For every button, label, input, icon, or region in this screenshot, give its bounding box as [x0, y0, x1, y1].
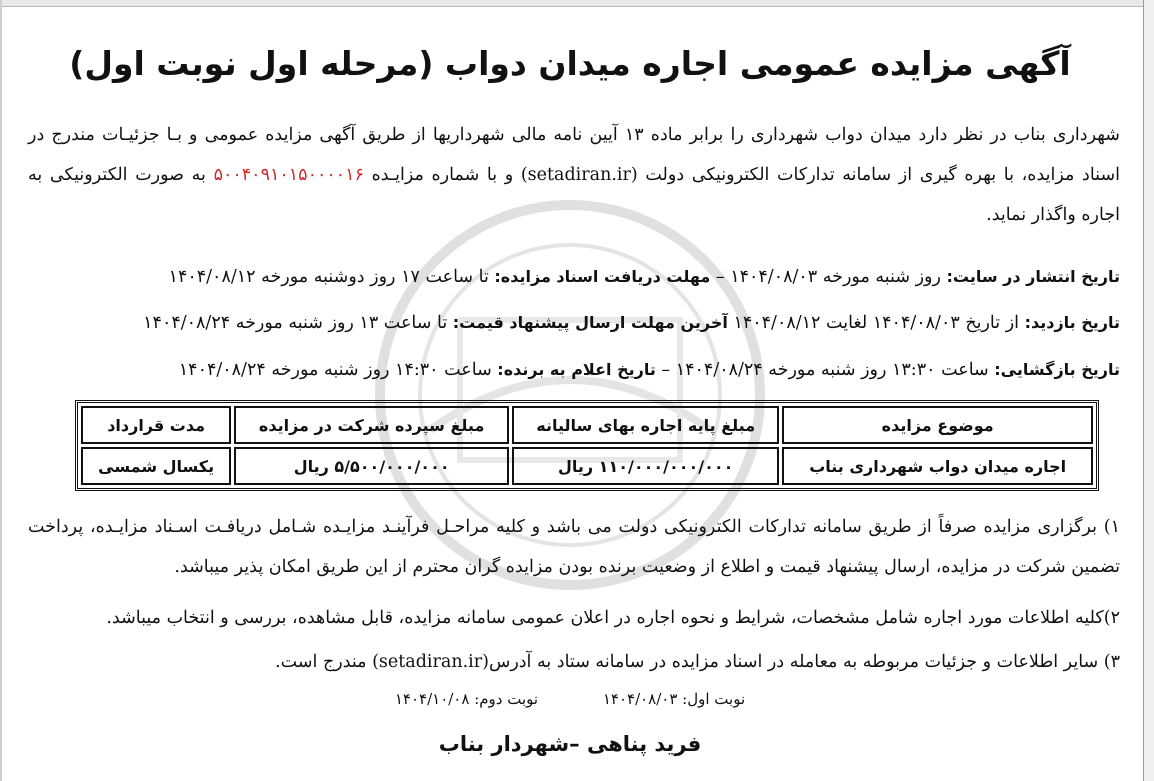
table-header-row — [81, 406, 1093, 444]
signature: فرید پناهی –شهردار بناب — [438, 732, 702, 756]
bid-deadline-value: تا ساعت ۱۳ روز شنبه مورخه ۱۴۰۴/۰۸/۲۴ — [143, 313, 453, 333]
table-cell: ۵/۵۰۰/۰۰۰/۰۰۰ ریال — [234, 447, 509, 485]
winner-value: ساعت ۱۴:۳۰ روز شنبه مورخه ۱۴۰۴/۰۸/۲۴ — [178, 360, 498, 380]
visit-value: از تاریخ ۱۴۰۴/۰۸/۰۳ لغایت ۱۴۰۴/۰۸/۱۲ — [727, 313, 1025, 333]
bid-deadline-label: آخرین مهلت ارسال پیشنهاد قیمت: — [452, 313, 728, 332]
tender-number: ۵۰۰۴۰۹۱۰۱۵۰۰۰۰۱۶ — [213, 165, 364, 185]
first-round: نوبت اول: ۱۴۰۴/۰۸/۰۳ — [602, 690, 746, 708]
docs-deadline-value: تا ساعت ۱۷ روز دوشنبه مورخه ۱۴۰۴/۰۸/۱۲ — [168, 267, 495, 287]
auction-info-table — [75, 400, 1099, 491]
note-2: ۲)کلیه اطلاعات مورد اجاره شامل مشخصات، شرایط و نحوه اجاره در اعلان عمومی سامانه مزایده، قابل مشاهده، بررسی و انتخاب میباشد. — [106, 608, 1120, 628]
window-left-edge — [0, 0, 2, 781]
table-cell: ۱۱۰/۰۰۰/۰۰۰/۰۰۰ ریال — [512, 447, 779, 485]
second-round: نوبت دوم: ۱۴۰۴/۱۰/۰۸ — [394, 690, 539, 708]
table-header-cell: مدت قرارداد — [81, 406, 231, 444]
table-row — [81, 447, 1093, 485]
window-top-edge — [0, 0, 1154, 7]
announcement-document — [20, 20, 1120, 781]
table-header-cell: مبلغ پایه اجاره بهای سالیانه — [512, 406, 779, 444]
table-header-cell: موضوع مزایده — [782, 406, 1093, 444]
publish-label: تاریخ انتشار در سایت: — [946, 267, 1120, 286]
opening-dates-line — [179, 360, 1120, 380]
table-cell: یکسال شمسی — [81, 447, 231, 485]
page-title: آگهی مزایده عمومی اجاره میدان دواب (مرحله اول نوبت اول) — [69, 44, 1071, 83]
visit-dates-line — [143, 313, 1120, 333]
winner-label: تاریخ اعلام به برنده: — [497, 360, 656, 379]
visit-label: تاریخ بازدید: — [1024, 313, 1120, 332]
publish-dates-line — [169, 267, 1120, 287]
table-cell: اجاره میدان دواب شهرداری بناب — [782, 447, 1093, 485]
intro-text-part2: به صورت الکترونیکی به اجاره واگذار نماید. — [28, 165, 1120, 225]
publish-value: روز شنبه مورخه ۱۴۰۴/۰۸/۰۳ – — [710, 267, 947, 287]
note-1: ۱) برگزاری مزایده صرفاً از طریق سامانه تدارکات الکترونیکی دولت می باشد و کلیه مراحـل فرآینـد مزایـده شـامل دریافـت اسـناد مزایـده، پرداخت تضمین شرکت در مزایده، ارسال پیشنهاد قیمت و اطلاع از وضعیت برنده بودن مزایده گران محترم از این طریق امکان پذیر میباشد. — [28, 517, 1120, 577]
opening-value: ساعت ۱۳:۳۰ روز شنبه مورخه ۱۴۰۴/۰۸/۲۴ – — [655, 360, 995, 380]
intro-text-part1: شهرداری بناب در نظر دارد میدان دواب شهرداری را برابر ماده ۱۳ آیین نامه مالی شهرداریها از طریق آگهی مزایده عمومی و بـا جزئیـات مندرج در اسناد مزایده، با بهره گیری از سامانه تدارکات الکترونیکی دولت (setadiran.ir) و با شماره مزایـده — [28, 125, 1120, 185]
vertical-scrollbar[interactable] — [1143, 0, 1154, 781]
publication-rounds — [20, 690, 1120, 708]
docs-deadline-label: مهلت دریافت اسناد مزایده: — [494, 267, 711, 286]
intro-paragraph — [28, 115, 1120, 235]
note-3: ۳) سایر اطلاعات و جزئیات مربوطه به معامله در اسناد مزایده در سامانه ستاد به آدرس(setadiran.ir) مندرج است. — [275, 652, 1120, 672]
table-header-cell: مبلغ سپرده شرکت در مزایده — [234, 406, 509, 444]
opening-label: تاریخ بازگشایی: — [994, 360, 1120, 379]
